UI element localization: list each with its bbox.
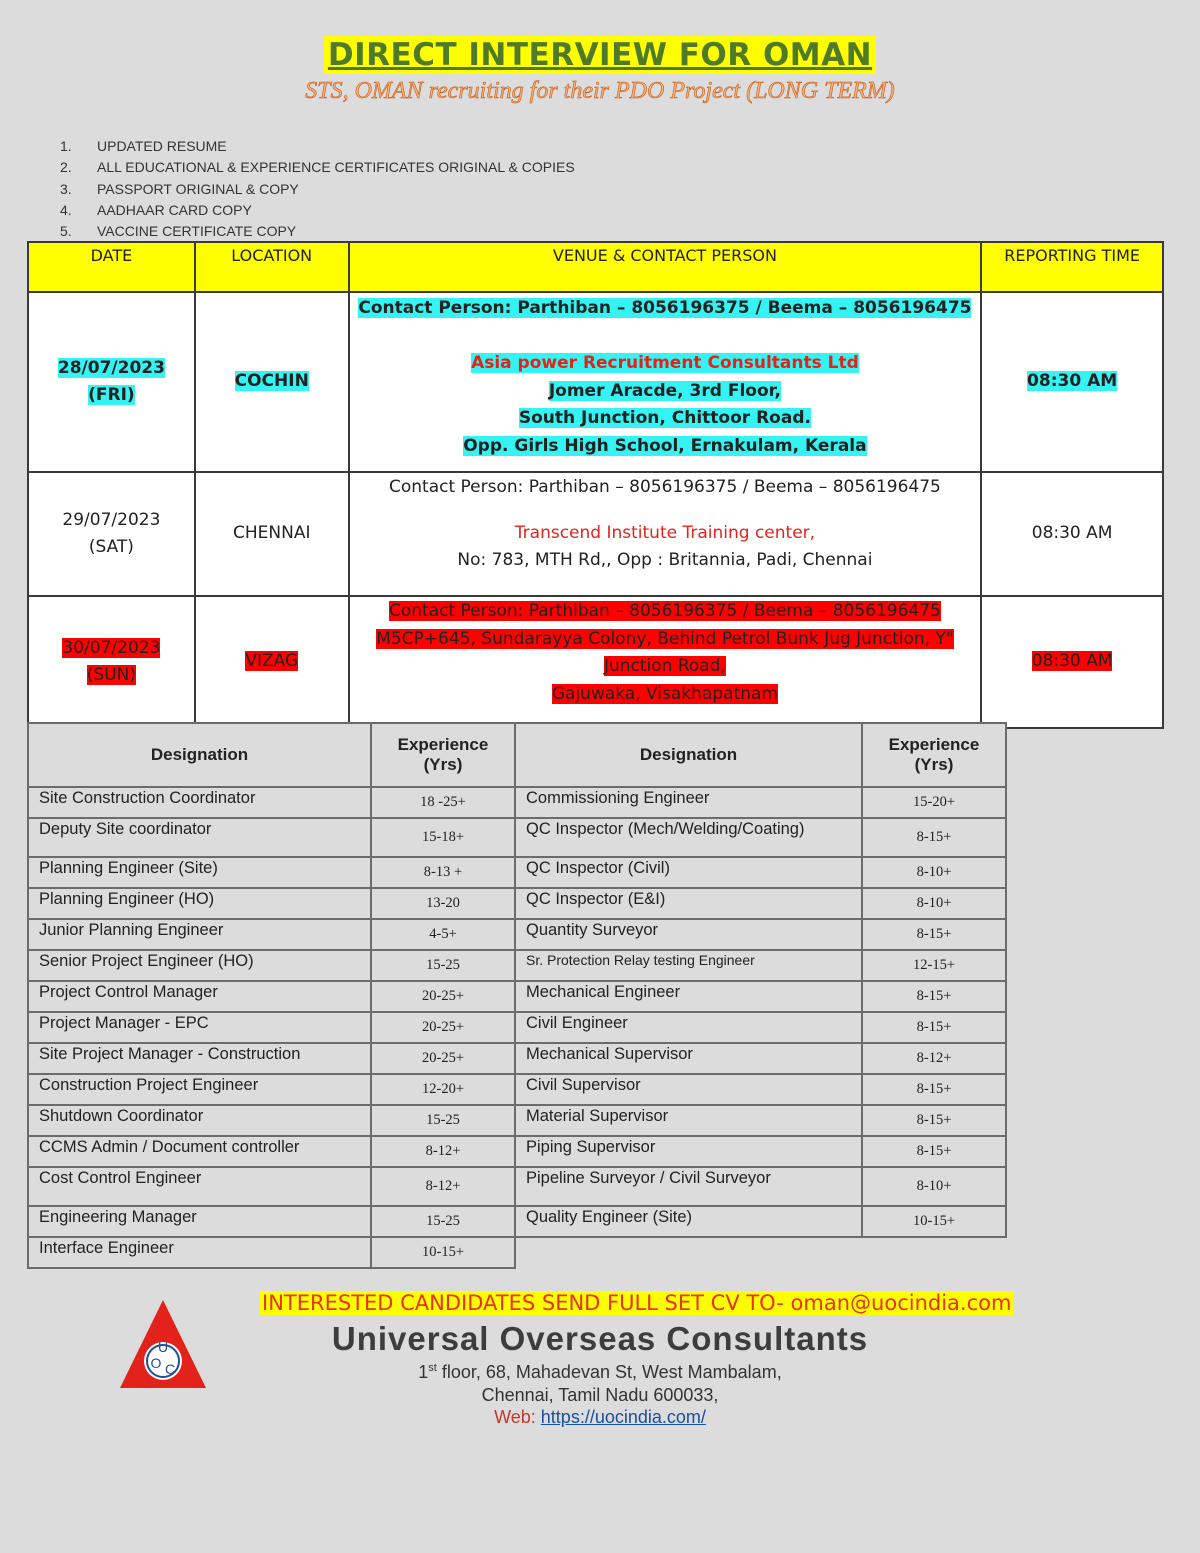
list-text: ALL EDUCATIONAL & EXPERIENCE CERTIFICATES ORIGINAL & COPIES [97, 159, 575, 176]
list-text: UPDATED RESUME [97, 138, 227, 154]
designation-name: Construction Project Engineer [28, 1074, 371, 1105]
venue-row-cochin [28, 292, 1163, 472]
title-wrap [0, 36, 1200, 74]
venue-name: Transcend Institute Training center, [514, 522, 816, 543]
experience-value: 8-15+ [862, 1136, 1006, 1167]
designation-name: Planning Engineer (Site) [28, 857, 371, 888]
contact-text: Contact Person: Parthiban – 8056196375 / Beema – 8056196475 [388, 477, 941, 497]
designation-name: Planning Engineer (HO) [28, 888, 371, 919]
list-number: 3. [60, 180, 72, 197]
header-date: DATE [28, 242, 195, 292]
designation-name: QC Inspector (E&I) [515, 888, 862, 919]
designation-name: Interface Engineer [28, 1237, 371, 1268]
logo-letter-c: C [164, 1361, 176, 1377]
header-designation: Designation [28, 723, 371, 787]
address-line: Gajuwaka, Visakhapatnam [551, 683, 778, 704]
experience-value: 8-15+ [862, 818, 1006, 857]
table-row [28, 950, 1006, 981]
designation-name: Quantity Surveyor [515, 919, 862, 950]
experience-value: 13-20 [371, 888, 515, 919]
experience-value: 20-25+ [371, 981, 515, 1012]
location-cell [195, 472, 349, 596]
web-label: Web: [494, 1407, 541, 1427]
designation-name: Civil Supervisor [515, 1074, 862, 1105]
address-rest: floor, 68, Mahadevan St, West Mambalam, [436, 1362, 782, 1382]
experience-value: 8-12+ [371, 1136, 515, 1167]
experience-value: 15-20+ [862, 787, 1006, 818]
experience-value: 8-12+ [371, 1167, 515, 1206]
address-line: No: 783, MTH Rd,, Opp : Britannia, Padi, Chennai [457, 550, 873, 570]
list-text: VACCINE CERTIFICATE COPY [97, 223, 297, 240]
experience-value: 8-15+ [862, 1105, 1006, 1136]
experience-value: 15-25 [371, 950, 515, 981]
designation-name: Mechanical Engineer [515, 981, 862, 1012]
time-cell [981, 292, 1163, 472]
designation-name: Engineering Manager [28, 1206, 371, 1237]
experience-value: 18 -25+ [371, 787, 515, 818]
list-text: PASSPORT ORIGINAL & COPY [97, 180, 299, 197]
experience-value: 8-15+ [862, 1012, 1006, 1043]
list-text: AADHAAR CARD COPY [97, 201, 252, 218]
designation-name: Mechanical Supervisor [515, 1043, 862, 1074]
designation-name: Shutdown Coordinator [28, 1105, 371, 1136]
list-item [60, 136, 575, 157]
experience-value: 10-15+ [862, 1206, 1006, 1237]
website-link[interactable]: https://uocindia.com/ [540, 1407, 706, 1427]
designation-name: Cost Control Engineer [28, 1167, 371, 1206]
cta-banner: INTERESTED CANDIDATES SEND FULL SET CV TO- oman@uocindia.com [262, 1291, 1012, 1315]
experience-value: 15-25 [371, 1206, 515, 1237]
requirements-list [60, 136, 575, 242]
experience-value: 8-15+ [862, 1074, 1006, 1105]
experience-value: 4-5+ [371, 919, 515, 950]
table-row [28, 1206, 1006, 1237]
list-item [60, 179, 575, 200]
list-number: 5. [60, 223, 72, 240]
header-experience [371, 723, 515, 787]
designation-name: Project Manager - EPC [28, 1012, 371, 1043]
venue-row-vizag [28, 596, 1163, 728]
list-number: 4. [60, 201, 72, 218]
designation-name: Senior Project Engineer (HO) [28, 950, 371, 981]
header-experience-text: Experience (Yrs) [397, 735, 489, 774]
address-line: M5CP+645, Sundarayya Colony, Behind Petrol Bunk Jug Junction, Y" [376, 628, 954, 649]
experience-value: 8-15+ [862, 981, 1006, 1012]
designation-name: Quality Engineer (Site) [515, 1206, 862, 1237]
venue-name: Asia power Recruitment Consultants Ltd [471, 353, 859, 373]
address-line: Opp. Girls High School, Ernakulam, Kerala [463, 435, 867, 456]
logo-letter-o: O [150, 1355, 162, 1371]
date-text: 29/07/2023 [62, 509, 161, 530]
venue-cell [349, 292, 982, 472]
table-row [28, 1136, 1006, 1167]
experience-value: 15-18+ [371, 818, 515, 857]
experience-value: 12-20+ [371, 1074, 515, 1105]
address-line-2: Chennai, Tamil Nadu 600033, [481, 1385, 719, 1405]
time-cell [981, 472, 1163, 596]
location-text: COCHIN [234, 371, 309, 392]
address-line: Junction Road, [603, 656, 726, 676]
header-designation: Designation [515, 723, 862, 787]
empty-cell [862, 1237, 1006, 1268]
experience-value: 15-25 [371, 1105, 515, 1136]
designation-name: Pipeline Surveyor / Civil Surveyor [515, 1167, 862, 1206]
designation-name: Deputy Site coordinator [28, 818, 371, 857]
location-cell [195, 596, 349, 728]
table-row [28, 787, 1006, 818]
venue-cell [349, 472, 982, 596]
list-number: 2. [60, 159, 72, 176]
time-text: 08:30 AM [1031, 523, 1113, 544]
designation-header-row [28, 723, 1006, 787]
date-text: 30/07/2023 [62, 637, 161, 658]
floor-superscript: st [428, 1362, 437, 1374]
table-row [28, 888, 1006, 919]
day-text: (SAT) [88, 537, 134, 557]
date-cell [28, 292, 195, 472]
address-line-1 [0, 1362, 1200, 1383]
table-row [28, 1043, 1006, 1074]
venue-cell [349, 596, 982, 728]
header-experience-text: Experience (Yrs) [888, 735, 980, 774]
logo-letter-u: U [157, 1339, 169, 1355]
experience-value: 20-25+ [371, 1012, 515, 1043]
venue-table [27, 241, 1164, 729]
list-item [60, 221, 575, 242]
experience-value: 12-15+ [862, 950, 1006, 981]
table-row [28, 1074, 1006, 1105]
table-row [28, 818, 1006, 857]
date-text: 28/07/2023 [57, 357, 165, 378]
experience-value: 8-13 + [371, 857, 515, 888]
empty-cell [515, 1237, 862, 1268]
designation-name: Junior Planning Engineer [28, 919, 371, 950]
location-text: VIZAG [245, 651, 299, 672]
list-number: 1. [60, 138, 72, 154]
address-line: Jomer Aracde, 3rd Floor, [548, 380, 781, 401]
time-text: 08:30 AM [1027, 371, 1118, 392]
list-item [60, 157, 575, 178]
designation-name: Material Supervisor [515, 1105, 862, 1136]
designation-name: Project Control Manager [28, 981, 371, 1012]
website-line [0, 1407, 1200, 1428]
contact-text: Contact Person: Parthiban – 8056196375 / Beema – 8056196475 [358, 298, 972, 318]
designation-name: Site Construction Coordinator [28, 787, 371, 818]
designation-table [27, 722, 1007, 1269]
list-item [60, 200, 575, 221]
company-name: Universal Overseas Consultants [331, 1320, 869, 1357]
experience-value: 8-12+ [862, 1043, 1006, 1074]
time-text: 08:30 AM [1031, 651, 1113, 672]
header-reporting-time: REPORTING TIME [981, 242, 1163, 292]
address-line: South Junction, Chittoor Road. [518, 408, 811, 428]
table-row [28, 1105, 1006, 1136]
designation-name: Piping Supervisor [515, 1136, 862, 1167]
floor-number: 1 [418, 1362, 429, 1382]
header-venue: VENUE & CONTACT PERSON [349, 242, 982, 292]
location-cell [195, 292, 349, 472]
designation-name: CCMS Admin / Document controller [28, 1136, 371, 1167]
day-text: (SUN) [86, 665, 137, 685]
header-location: LOCATION [195, 242, 349, 292]
header-experience [862, 723, 1006, 787]
page-title: DIRECT INTERVIEW FOR OMAN [324, 36, 876, 74]
experience-value: 20-25+ [371, 1043, 515, 1074]
date-cell [28, 472, 195, 596]
experience-value: 8-10+ [862, 1167, 1006, 1206]
experience-value: 8-10+ [862, 857, 1006, 888]
contact-text: Contact Person: Parthiban – 8056196375 / Beema – 8056196475 [388, 601, 941, 621]
designation-name: Sr. Protection Relay testing Engineer [515, 950, 862, 981]
venue-row-chennai [28, 472, 1163, 596]
experience-value: 8-10+ [862, 888, 1006, 919]
designation-name: QC Inspector (Civil) [515, 857, 862, 888]
designation-name: Civil Engineer [515, 1012, 862, 1043]
table-row [28, 857, 1006, 888]
table-row [28, 1237, 1006, 1268]
designation-name: Commissioning Engineer [515, 787, 862, 818]
page-subtitle: STS, OMAN recruiting for their PDO Project (LONG TERM) [305, 78, 895, 104]
time-cell [981, 596, 1163, 728]
table-row [28, 981, 1006, 1012]
table-row [28, 919, 1006, 950]
designation-name: Site Project Manager - Construction [28, 1043, 371, 1074]
venue-header-row [28, 242, 1163, 292]
designation-name: QC Inspector (Mech/Welding/Coating) [515, 818, 862, 857]
table-row [28, 1012, 1006, 1043]
location-text: CHENNAI [232, 523, 311, 544]
experience-value: 10-15+ [371, 1237, 515, 1268]
table-row [28, 1167, 1006, 1206]
day-text: (FRI) [88, 385, 135, 405]
cta-wrap [260, 1288, 1013, 1319]
experience-value: 8-15+ [862, 919, 1006, 950]
date-cell [28, 596, 195, 728]
